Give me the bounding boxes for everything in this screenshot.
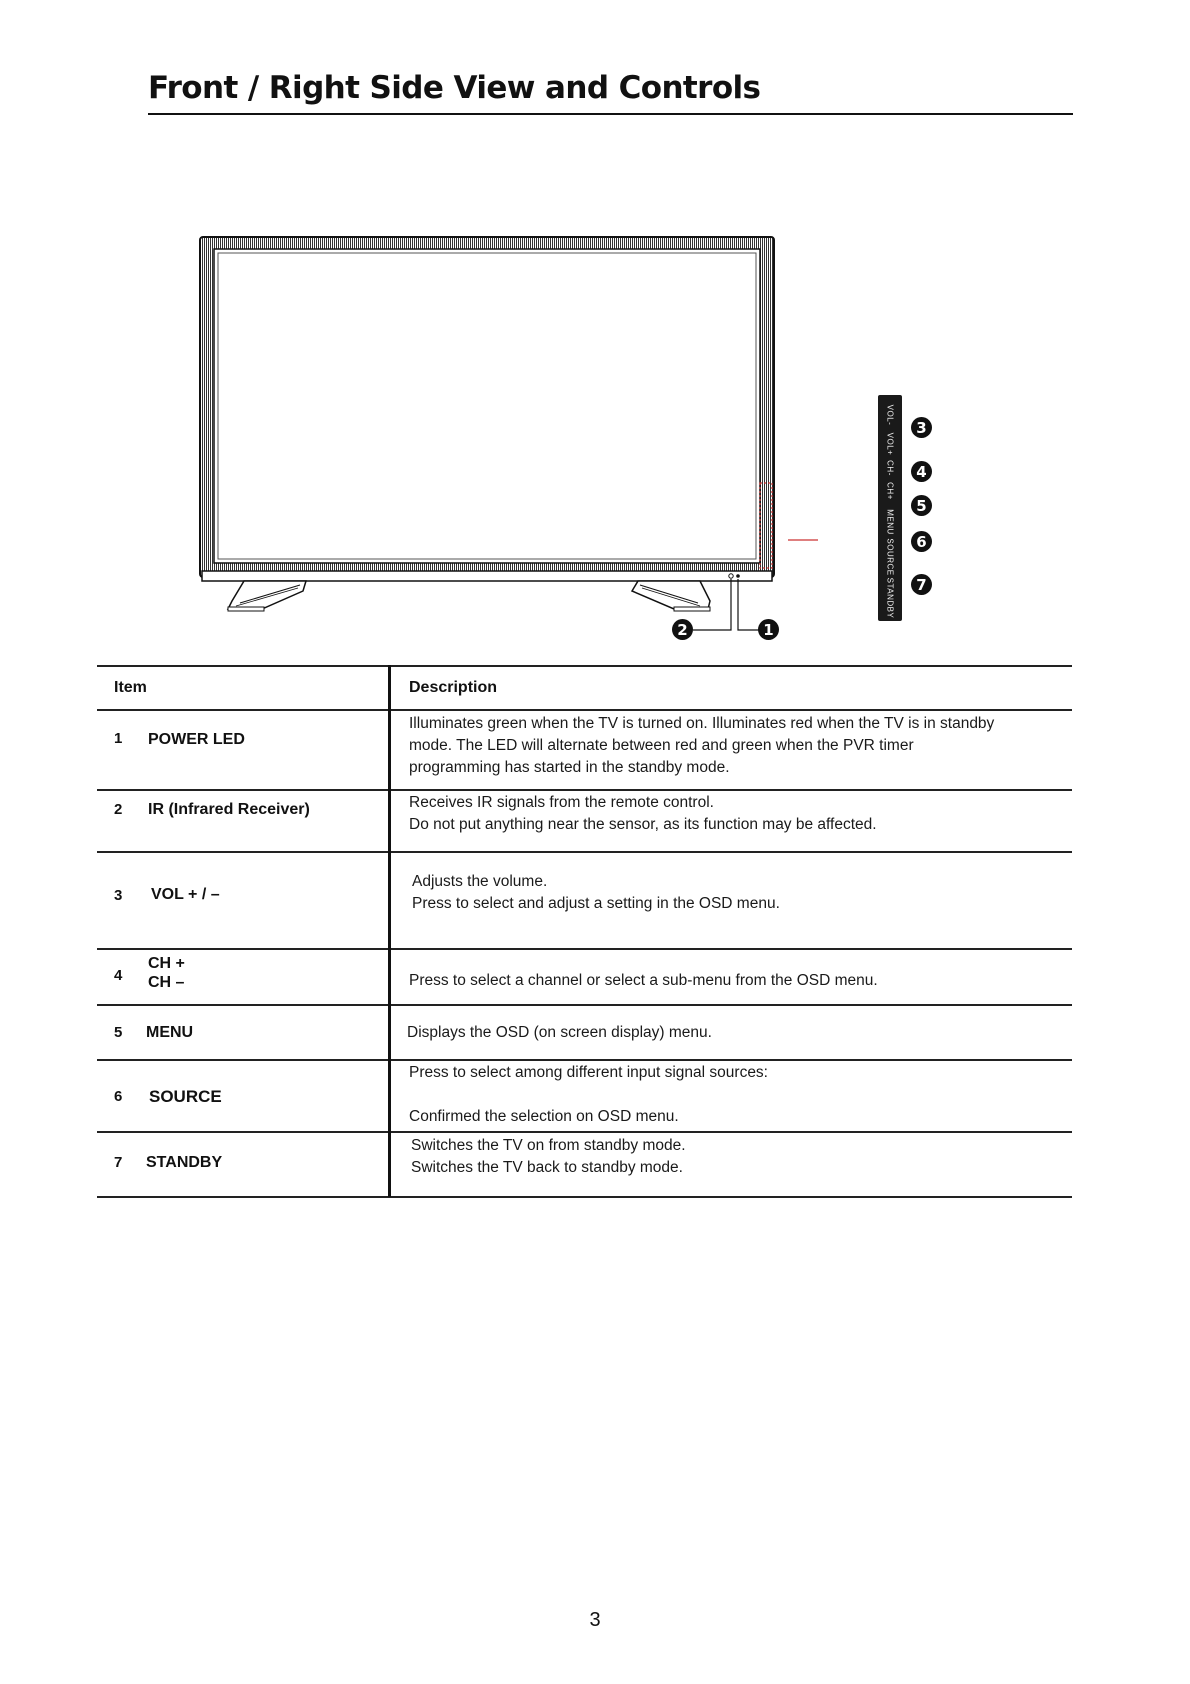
tv-front-diagram <box>180 225 830 665</box>
page-number: 3 <box>589 1609 601 1631</box>
side-control-panel <box>878 395 902 621</box>
header-item: Item <box>114 679 147 696</box>
row-description: Press to select among different input signal sources: Confirmed the selection on OSD menu. <box>409 1064 768 1125</box>
column-divider <box>388 665 391 1197</box>
panel-label-menu: MENU <box>885 509 895 535</box>
page-title: Front / Right Side View and Controls <box>148 70 761 106</box>
panel-label-ch-plus: CH+ <box>885 482 895 500</box>
callout-2: 2 <box>672 619 693 640</box>
callout-1: 1 <box>758 619 779 640</box>
row-number: 5 <box>114 1024 123 1041</box>
tv-screen <box>214 249 760 563</box>
row-description: Switches the TV on from standby mode. Switches the TV back to standby mode. <box>411 1137 686 1176</box>
row-description: Adjusts the volume. Press to select and adjust a setting in the OSD menu. <box>412 873 780 912</box>
row-item: SOURCE <box>149 1087 222 1106</box>
title-rule <box>148 113 1073 115</box>
callout-4: 4 <box>911 461 932 482</box>
right-stand <box>632 581 710 611</box>
row-number: 4 <box>114 967 123 984</box>
row-number: 2 <box>114 801 123 818</box>
row-item: IR (Infrared Receiver) <box>148 801 310 818</box>
callout-3: 3 <box>911 417 932 438</box>
callout-5: 5 <box>911 495 932 516</box>
callout-7: 7 <box>911 574 932 595</box>
callout-6: 6 <box>911 531 932 552</box>
panel-label-standby: STANDBY <box>885 577 895 619</box>
row-item: VOL + / – <box>151 886 220 903</box>
row-item: CH + CH – <box>148 955 185 991</box>
row-number: 1 <box>114 730 123 747</box>
row-description: Receives IR signals from the remote control. Do not put anything near the sensor, as its function may be affected. <box>409 794 877 833</box>
panel-label-source: SOURCE <box>885 538 895 576</box>
row-item: MENU <box>146 1024 194 1041</box>
header-description: Description <box>409 679 498 696</box>
row-item: POWER LED <box>148 731 245 748</box>
ir-receiver-dot <box>736 574 740 578</box>
row-description: Illuminates green when the TV is turned on. Illuminates red when the TV is in standby mode. The LED will alternate between red and green when the PVR timer programming has started in the standby mode. <box>409 715 995 776</box>
row-number: 6 <box>114 1088 123 1105</box>
panel-label-vol-minus: VOL- <box>885 404 895 426</box>
row-number: 7 <box>114 1154 123 1171</box>
row-description: Displays the OSD (on screen display) menu. <box>407 1024 712 1041</box>
row-item: STANDBY <box>146 1154 223 1171</box>
row-number: 3 <box>114 887 123 904</box>
panel-label-ch-minus: CH- <box>885 460 895 476</box>
row-description: Press to select a channel or select a sub-menu from the OSD menu. <box>409 972 878 989</box>
left-stand <box>228 581 306 611</box>
panel-label-vol-plus: VOL+ <box>885 432 895 456</box>
